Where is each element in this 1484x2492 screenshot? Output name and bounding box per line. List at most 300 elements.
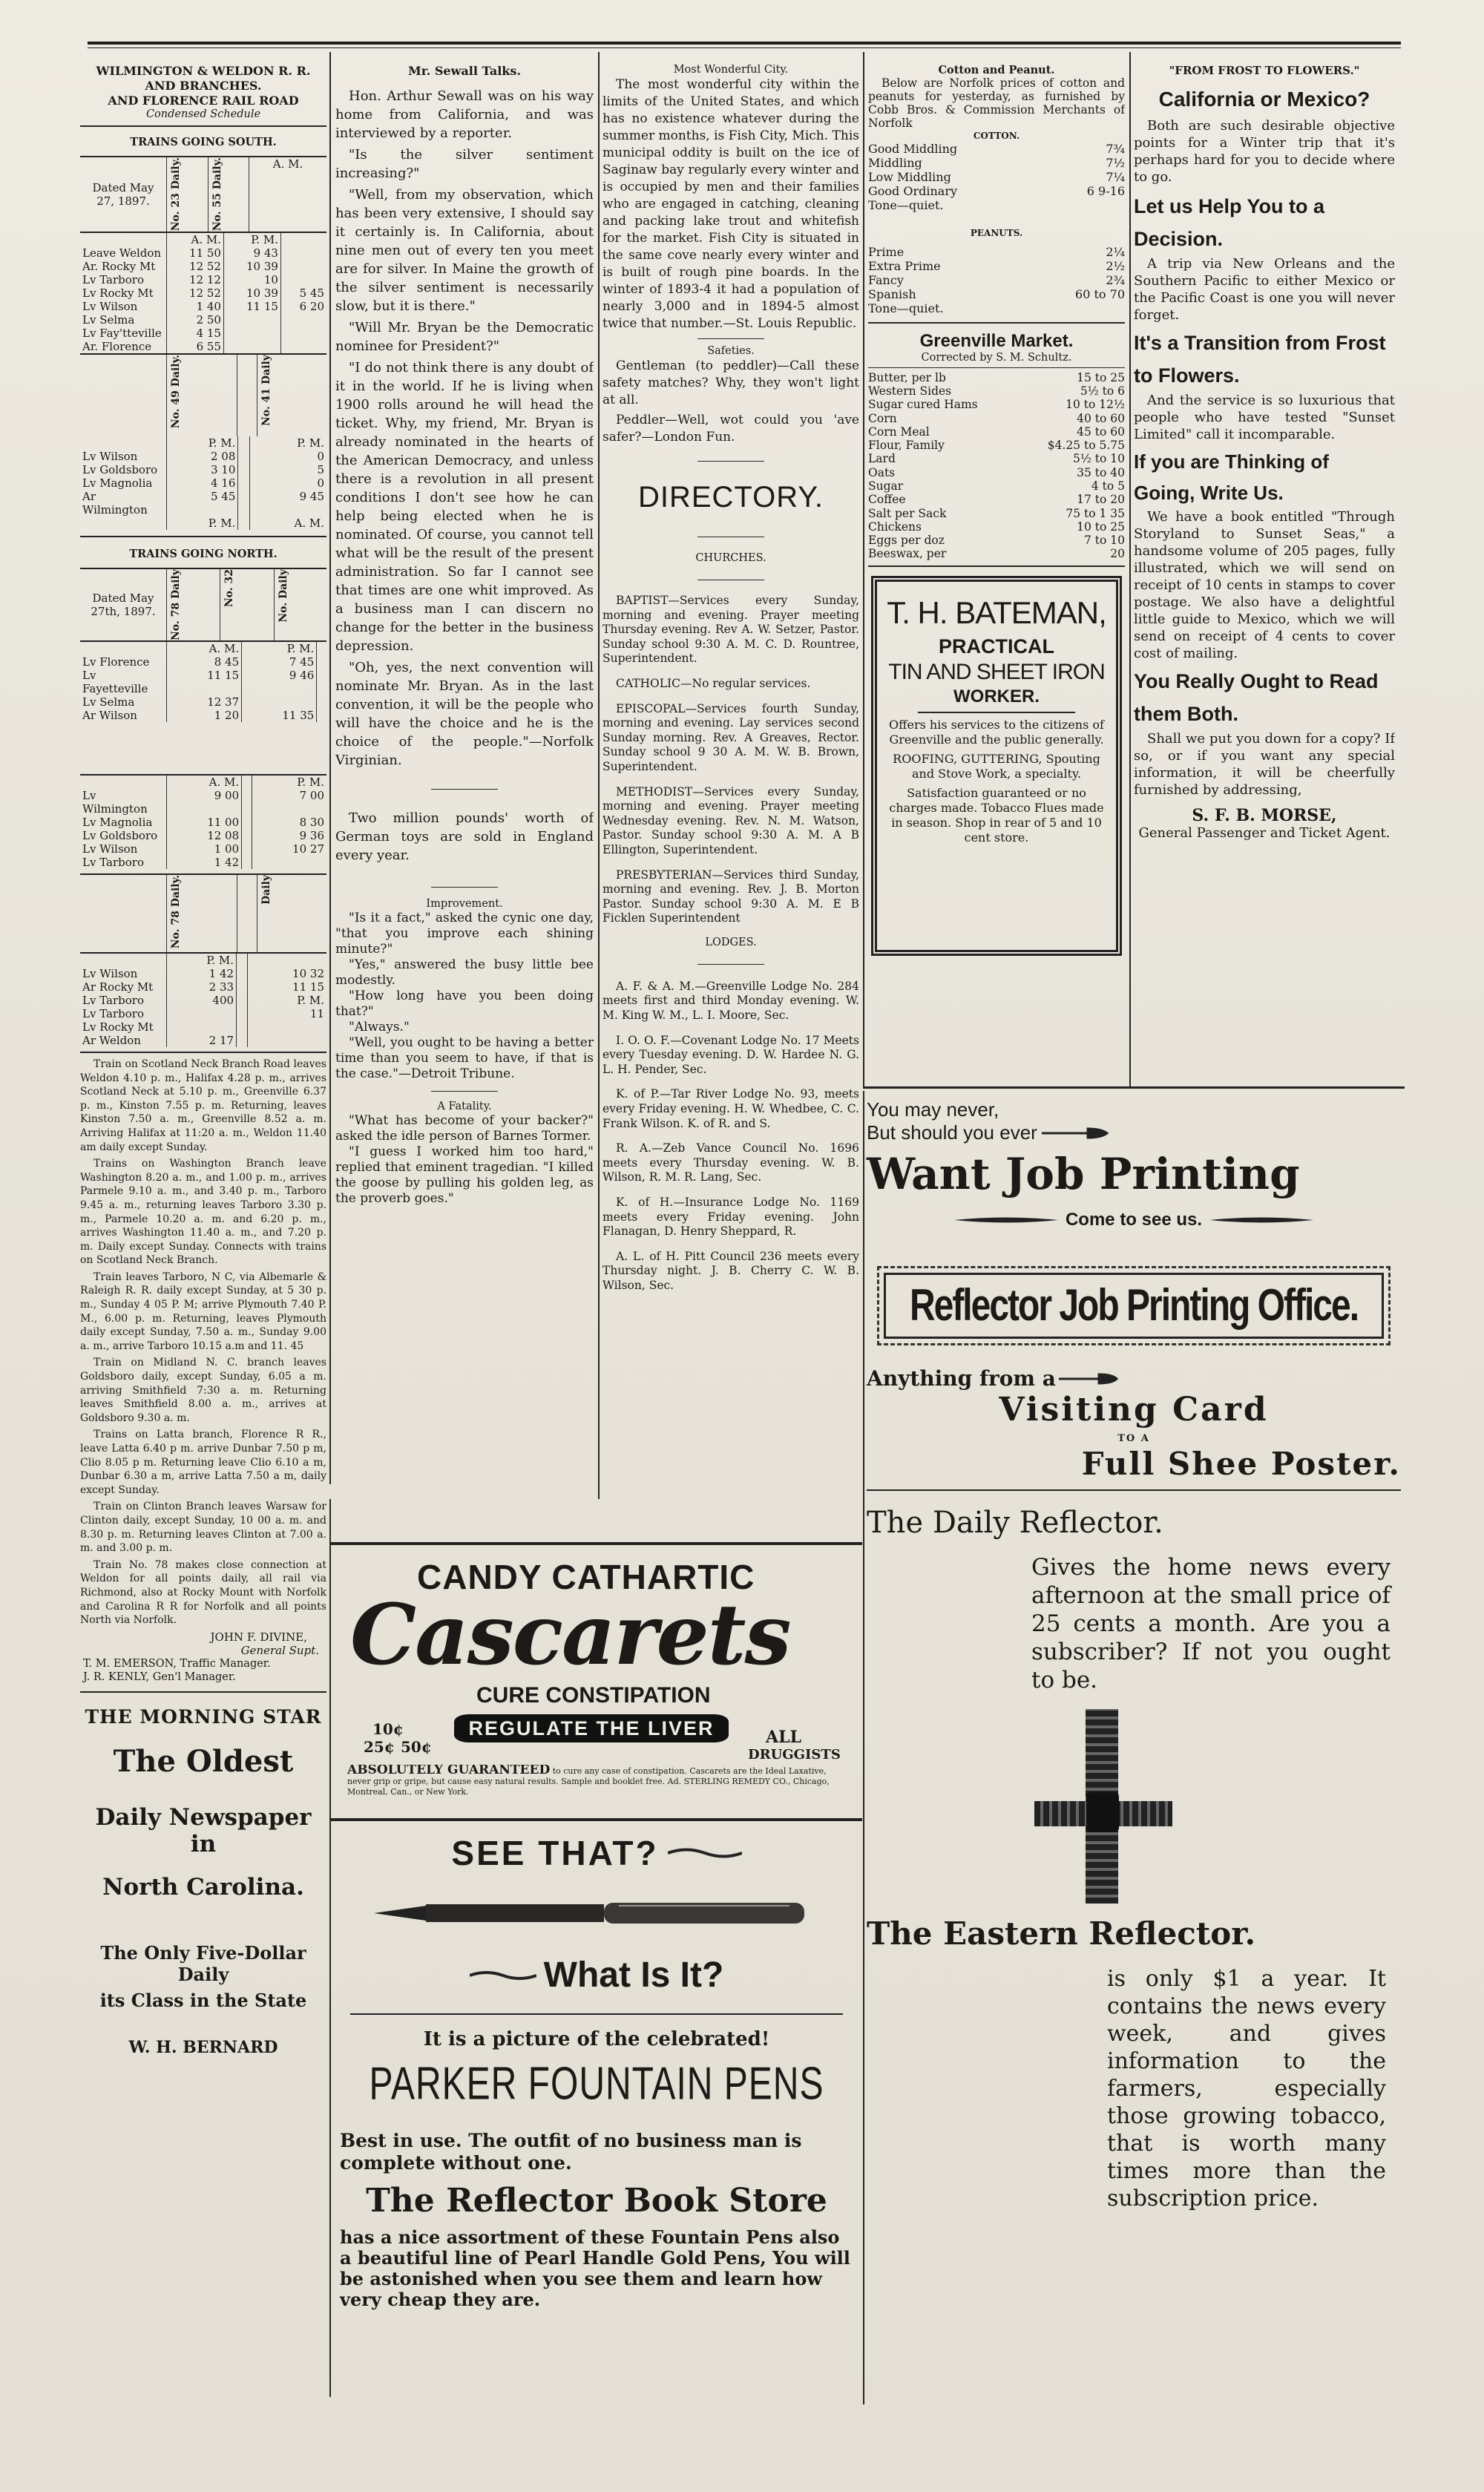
article-paragraph: "Well, you ought to be having a better time than you seem to have, if that is the case."—Detroit Tribune. (335, 1035, 594, 1081)
parker-assortment: has a nice assortment of these Fountain Pens also a beautiful line of Pearl Handle Gold Pens, You will be astonished when you see them and learn how very cheap they are. (340, 2226, 850, 2310)
train-time: 10 (223, 273, 280, 286)
article-paragraph: "Is the silver sentiment increasing?" (335, 147, 594, 181)
price-value: 75 to 1 35 (1066, 506, 1125, 520)
ornament-cross-icon (867, 1709, 1401, 1909)
train-time: 7 45 (242, 655, 317, 669)
train-time (237, 1020, 248, 1034)
price-value: 5½ to 10 (1072, 452, 1125, 466)
north-rows (80, 642, 326, 722)
train-time: 12 52 (167, 286, 224, 300)
price-item: Chickens (868, 519, 922, 534)
article-paragraph: "I guess I worked him too hard," replied that eminent tragedian. "I killed the goose by pulling his golden leg, as the proverb goes." (335, 1144, 594, 1206)
morning-star-daily: Daily Newspaper in (95, 1803, 312, 1857)
article-paragraph: "What has become of your backer?" asked the idle person of Barnes Tormer. (335, 1113, 594, 1144)
price-item: Tone—quiet. (868, 197, 944, 212)
branch-paragraph: Train No. 78 makes close connection at Weldon for all points daily, all rail via Richmond, also at Rocky Mount with Norfolk and Carolina R R for Norfolk and all points North via Norfolk. (80, 1558, 326, 1627)
cascarets-ribbon: REGULATE THE LIVER (454, 1714, 729, 1742)
timetable-row (80, 1034, 326, 1047)
train-time: 9 46 (242, 669, 317, 695)
price-value: 35 to 40 (1077, 465, 1125, 479)
church-entry: BAPTIST—Services every Sunday, morning and evening. Prayer meeting Thursday evening. Rev A. W. Setzer, Pastor. Sunday school 9:30 A. M. C. D. Rountree, Superintendent. (603, 594, 859, 666)
price-value: 10 to 12½ (1066, 398, 1125, 412)
timetable-row (80, 436, 326, 450)
market-prices (868, 371, 1125, 561)
train-time (167, 1020, 237, 1034)
cascarets-ad (343, 1552, 850, 1812)
train-time: 4 15 (167, 327, 224, 340)
branch-paragraph: Trains on Washington Branch leave Washington 8.20 a. m., and 1.00 p. m., arrives Parmele 9.10 a. m., and 3.40 p. m., Tarboro 9.45 a. m., returning leaves Tarboro 3.30 p. m., Parmele 10.20 a. m. and 6.20 p. m., arrives Washington 11.40 a. m., and 7.20 p. m. Daily except Sunday. Connects with trains on Scotland Neck Branch. (80, 1158, 326, 1267)
station-name: Lv Rocky Mt (82, 286, 154, 300)
price-row (868, 185, 1125, 199)
train-time: 12 12 (167, 273, 224, 286)
eastern-title: The Eastern Reflector. (867, 1915, 1256, 1952)
column-rule (598, 52, 600, 1499)
train-time: 0 (249, 476, 326, 490)
price-row (868, 157, 1125, 171)
train-time: P. M. (167, 517, 238, 530)
morning-star-class: its Class in the State (99, 1989, 307, 2011)
timetable-row (80, 517, 326, 530)
train-time (248, 1034, 326, 1047)
california-intro: Both are such desirable objective points for a Winter trip that it's perhaps hard for you to decide where to go. (1134, 118, 1395, 185)
timetable-row (80, 327, 326, 340)
timetable-row (80, 313, 326, 327)
price-item: Beeswax, per (868, 547, 947, 561)
price-row (868, 246, 1125, 260)
price-row (868, 479, 1125, 493)
price-row (868, 425, 1125, 439)
south-col: A. M. (249, 157, 326, 232)
cascarets-candy: CANDY CATHARTIC (417, 1558, 755, 1596)
price-row (868, 520, 1125, 534)
train-time (242, 776, 252, 789)
train-time: 4 16 (167, 476, 238, 490)
train-time (238, 450, 249, 463)
price-value: 7¾ (1106, 142, 1125, 156)
fatality-article (335, 1113, 594, 1207)
price-value: 60 to 70 (1075, 287, 1125, 301)
cascarets-price50: 50¢ (401, 1738, 432, 1756)
train-time (238, 436, 249, 450)
train-time (237, 1034, 248, 1047)
branch-paragraph: Train on Midland N. C. branch leaves Goldsboro daily, except Sunday, 6.05 a m. arriving Smithfield 7:30 a. m. Returning leaves Smithfield 8.00 a. m., arrives at Goldsboro 9.30 a. m. (80, 1357, 326, 1424)
north-rows-3 (80, 954, 326, 1047)
train-time (242, 789, 252, 816)
column-rule (329, 1499, 331, 2397)
timetable-row (80, 273, 326, 286)
price-row (868, 142, 1125, 157)
timetable-row (80, 642, 326, 655)
price-value: 2½ (1106, 259, 1125, 274)
price-row (868, 384, 1125, 398)
station-name: Lv Tarboro (82, 993, 144, 1007)
train-time: 5 45 (167, 490, 238, 517)
train-time: P. M. (252, 776, 326, 789)
train-time (242, 856, 252, 869)
timetable-row (80, 709, 326, 722)
train-time: 10 32 (248, 967, 326, 980)
timetable-row (80, 816, 326, 829)
price-value: 10 to 25 (1077, 519, 1125, 534)
train-time: 11 15 (223, 300, 280, 313)
printing-office: Reflector Job Printing Office. (909, 1281, 1359, 1331)
market-column (868, 64, 1125, 1088)
general-manager: J. R. KENLY, Gen'l Manager. (83, 1670, 236, 1683)
price-item: Sugar (868, 479, 904, 493)
price-row (868, 288, 1125, 302)
train-time (237, 1007, 248, 1020)
train-time (252, 856, 326, 869)
price-item: Spanish (868, 287, 916, 301)
timetable-row (80, 1007, 326, 1020)
train-time: 2 50 (167, 313, 224, 327)
printing-ever: But should you ever (867, 1121, 1037, 1144)
bateman-practical: PRACTICAL (939, 635, 1054, 658)
cascarets-price25: 25¢ (364, 1738, 395, 1756)
california-kicker: "FROM FROST TO FLOWERS." (1169, 64, 1360, 77)
railroad-schedule-note: Condensed Schedule (145, 108, 261, 120)
train-time (248, 954, 326, 967)
station-name: Lv Magnolia (82, 476, 153, 490)
train-time: 7 00 (252, 789, 326, 816)
timetable-row (80, 463, 326, 476)
station-name: Lv Wilson (82, 842, 138, 856)
train-time (223, 340, 280, 353)
train-time: 3 10 (167, 463, 238, 476)
parker-best: Best in use. The outfit of no business man is complete without one. (340, 2130, 802, 2174)
train-time: 1 42 (167, 856, 242, 869)
sewall-column (335, 64, 594, 1474)
price-value: 20 (1110, 547, 1125, 561)
station-name: Lv Wilmington (82, 788, 148, 816)
train-time: 11 50 (167, 246, 224, 260)
safeties-2: Peddler—Well, wot could you 'ave safer?—London Fun. (603, 413, 859, 445)
north-timetable-3 (80, 875, 326, 952)
cascarets-all: ALL (766, 1728, 802, 1747)
ornament-icon (668, 1846, 742, 1860)
train-time (317, 669, 326, 695)
price-item: Good Ordinary (868, 183, 958, 198)
train-time (280, 260, 326, 273)
column-rule (329, 52, 331, 1484)
printing-want: Want Job Printing (867, 1149, 1300, 1199)
trains-north-heading: TRAINS GOING NORTH. (129, 548, 278, 560)
church-entry: EPISCOPAL—Services fourth Sunday, morning and evening. Lay services second Sunday morning. Rev. A Greaves, Rector. Sunday school 9 30 A. M. W. B. Brown, Superintendent. (603, 701, 859, 773)
station-name (80, 436, 167, 450)
price-item: Flour, Family (868, 439, 945, 453)
train-time: 1 42 (167, 967, 237, 980)
price-item: Lard (868, 452, 896, 466)
train-time: 12 52 (167, 260, 224, 273)
price-row (868, 493, 1125, 506)
church-list (603, 594, 859, 926)
train-time (280, 327, 326, 340)
supt-title: General Supt. (240, 1643, 319, 1657)
price-row (868, 452, 1125, 465)
price-row (868, 274, 1125, 288)
train-time: 11 15 (167, 669, 242, 695)
north-col: No. 32 (223, 569, 236, 608)
train-time: 8 30 (252, 816, 326, 829)
south-col2: No. 49 Daily. (170, 355, 182, 429)
price-row (868, 547, 1125, 560)
train-time: 9 00 (167, 789, 242, 816)
train-time (280, 233, 326, 246)
train-time (237, 980, 248, 994)
train-time: 9 36 (252, 829, 326, 842)
section-rule (863, 1086, 1405, 1089)
train-time: P. M. (223, 233, 280, 246)
california-help: Let us Help You to a Decision. (1134, 195, 1325, 250)
north-col3: Daily (260, 874, 273, 905)
train-time (238, 463, 249, 476)
branch-paragraph: Train leaves Tarboro, N C, via Albemarle & Raleigh R. R. daily except Sunday, at 5 30 p. m., Sunday 4 05 P. M; arrive Plymouth 7.40 P. M., 6.00 p. m. Returning, leaves Plymouth daily except Sunday, 7.50 a. m., Sunday 9.00 a. m., arrive Tarboro 10.15 a.m and 11. 45 (80, 1270, 326, 1352)
price-value: 2¾ (1106, 273, 1125, 288)
price-item: Corn (868, 411, 897, 425)
timetable-row (80, 980, 326, 994)
bateman-trade: TIN AND SHEET IRON (888, 659, 1105, 684)
california-agent-name: S. F. B. MORSE, (1192, 806, 1337, 825)
train-time: P. M. (249, 436, 326, 450)
lodge-entry: A. L. of H. Pitt Council 236 meets every Thursday night. J. B. Cherry C. W. B. Wilson, Sec. (603, 1249, 859, 1292)
train-time: P. M. (248, 994, 326, 1007)
train-time (317, 695, 326, 709)
column-rule (863, 1091, 864, 2404)
train-time: 11 00 (167, 816, 242, 829)
price-value: 6 9-16 (1086, 183, 1125, 198)
daily-text: Gives the home news every afternoon at the small price of 25 cents a month. Are you a subscriber? If not you ought to be. (1031, 1554, 1391, 1693)
price-row (868, 302, 1125, 316)
train-time (238, 476, 249, 490)
train-time (280, 340, 326, 353)
station-name (80, 954, 167, 967)
morning-star-five: The Only Five-Dollar Daily (100, 1941, 306, 1985)
california-both: You Really Ought to Read them Both. (1134, 670, 1379, 725)
parker-what: What Is It? (543, 1955, 724, 1995)
improvement-title: Improvement. (426, 898, 503, 910)
price-row (868, 371, 1125, 384)
column-rule (1129, 52, 1131, 1087)
train-time (223, 313, 280, 327)
improvement-article (335, 911, 594, 1082)
station-name: Lv Selma (82, 313, 135, 327)
train-time: 5 (249, 463, 326, 476)
price-row (868, 260, 1125, 274)
california-title: California or Mexico? (1158, 88, 1370, 111)
morning-star-title: THE MORNING STAR (85, 1705, 322, 1728)
timetable-row (80, 967, 326, 980)
cascarets-fine-print: to cure any case of constipation. Cascarets are the Ideal Laxative, never grip or gripe, but cause easy natural results. Sample and booklet free. Ad. STERLING REMEDY CO., Chicago, Montreal, Can., or New York. (347, 1766, 830, 1797)
train-time (280, 313, 326, 327)
column-rule (863, 52, 864, 1087)
train-time (248, 1020, 326, 1034)
train-time: 12 08 (167, 829, 242, 842)
train-time (280, 246, 326, 260)
timetable-row (80, 340, 326, 353)
lodge-list (603, 980, 859, 1293)
train-time: 6 55 (167, 340, 224, 353)
california-going: If you are Thinking of Going, Write Us. (1134, 450, 1329, 504)
train-time (237, 954, 248, 967)
bateman-guarantee: Satisfaction guaranteed or no charges made. Tobacco Flues made in season. Shop in rear of 5 and 10 cent store. (889, 785, 1104, 845)
timetable-row (80, 1020, 326, 1034)
north-col3: No. 78 Daily. (170, 874, 182, 949)
price-row (868, 534, 1125, 547)
price-item: Low Middling (868, 169, 951, 184)
hand-pointer-icon (1059, 1373, 1118, 1385)
parker-pens: PARKER FOUNTAIN PENS (369, 2059, 824, 2110)
station-name: Lv Wilson (82, 966, 138, 980)
california-book: We have a book entitled "Through Storyland to Sunset Seas," a handsome volume of 205 pages, fully illustrated, which we will send on receipt of 10 cents in stamps to cover postage. We also have a delightful little guide to Mexico, which we will send on receipt of 4 cents to cover cost of mailing. (1134, 509, 1395, 661)
sewall-article (335, 87, 594, 770)
price-item: Salt per Sack (868, 506, 947, 520)
train-time: 5 45 (280, 286, 326, 300)
morning-star-oldest: The Oldest (113, 1743, 294, 1779)
section-rule (331, 1542, 862, 1545)
station-name: Lv Tarboro (82, 855, 144, 869)
parker-picture: It is a picture of the celebrated! (423, 2028, 770, 2050)
train-time (238, 517, 249, 530)
station-name: Lv Goldsboro (82, 828, 158, 842)
station-name (80, 517, 167, 530)
train-time: 1 20 (167, 709, 242, 722)
safeties-title: Safeties. (707, 345, 755, 357)
north-col: No. 78 Daily (170, 569, 182, 640)
train-time: 2 17 (167, 1034, 237, 1047)
station-name: Lv Tarboro (82, 1006, 144, 1020)
article-paragraph: "Yes," answered the busy little bee modestly. (335, 957, 594, 988)
station-name: Lv Fayetteville (82, 668, 148, 695)
train-time: 9 43 (223, 246, 280, 260)
top-rule-thin (88, 47, 1401, 48)
daily-title: The Daily Reflector. (867, 1506, 1163, 1540)
railroad-subtitle: AND BRANCHES. (145, 79, 262, 93)
cotton-intro: Below are Norfolk prices of cotton and peanuts for yesterday, as furnished by Cobb Bros. & Commission Merchants of Norfolk (868, 76, 1125, 130)
peanut-heading: PEANUTS. (970, 228, 1023, 239)
train-time (317, 642, 326, 655)
cascarets-cure: CURE CONSTIPATION (476, 1683, 711, 1708)
article-paragraph: Hon. Arthur Sewall was on his way home from California, and was interviewed by a reporter. (335, 88, 594, 141)
train-time (223, 327, 280, 340)
sewall-title: Mr. Sewall Talks. (408, 64, 521, 78)
price-value: 7¼ (1106, 169, 1125, 184)
timetable-row (80, 842, 326, 856)
price-value: 4 to 5 (1091, 479, 1125, 493)
cotton-prices (868, 142, 1125, 212)
cascarets-brand: Cascarets (350, 1587, 790, 1684)
reflector-ads (867, 1098, 1401, 2404)
price-item: Oats (868, 465, 896, 479)
lodge-entry: A. F. & A. M.—Greenville Lodge No. 284 meets first and third Monday evening. W. M. King W. M., L. I. Moore, Sec. (603, 979, 859, 1023)
california-service: And the service is so luxurious that people who have tested "Sunset Limited" call it incomparable. (1134, 393, 1395, 442)
bateman-ad (871, 576, 1122, 956)
station-name: Lv Florence (82, 655, 150, 669)
train-time: A. M. (249, 517, 326, 530)
train-time (242, 695, 317, 709)
lodge-entry: I. O. O. F.—Covenant Lodge No. 17 Meets every Tuesday evening. D. W. Hardee N. G. L. H. Pender, Sec. (603, 1033, 859, 1076)
railroad-column (80, 64, 326, 2424)
price-item: Middling (868, 155, 922, 170)
cotton-heading: COTTON. (973, 131, 1020, 141)
parker-ad (335, 1827, 858, 2406)
timetable-row (80, 490, 326, 517)
timetable-row (80, 300, 326, 313)
price-row (868, 466, 1125, 479)
morning-star-ad (80, 1706, 326, 2057)
ornament-rule-right-icon (1209, 1215, 1313, 1225)
north-timetable (80, 569, 326, 640)
price-value: 17 to 20 (1077, 493, 1125, 507)
station-name: Lv Goldsboro (82, 463, 158, 476)
bateman-worker: WORKER. (953, 686, 1040, 706)
directory-title: DIRECTORY. (637, 481, 824, 514)
train-time: 11 35 (242, 709, 317, 722)
train-time: 0 (249, 450, 326, 463)
church-entry: METHODIST—Services every Sunday, morning and evening. Prayer meeting Wednesday evening. Rev. N. M. Watson, Pastor. Sunday school 9:30 A. M. A B Ellington, Superintendent. (603, 784, 859, 856)
directory-column (603, 64, 859, 1474)
train-time: 12 37 (167, 695, 242, 709)
timetable-row (80, 669, 326, 695)
ornament-icon (470, 1970, 536, 1981)
printing-poster: Full Shee Poster. (1081, 1446, 1401, 1482)
price-row (868, 412, 1125, 425)
fatality-title: A Fatality. (437, 1101, 492, 1112)
timetable-row (80, 260, 326, 273)
california-agent-title: General Passenger and Ticket Agent. (1138, 825, 1391, 841)
station-name: Leave Weldon (82, 246, 162, 260)
train-time: 8 45 (167, 655, 242, 669)
price-item: Prime (868, 245, 904, 260)
timetable-row (80, 829, 326, 842)
price-item: Eggs per doz (868, 534, 945, 548)
train-time (317, 709, 326, 722)
california-transition: It's a Transition from Frost to Flowers. (1134, 332, 1386, 387)
train-time: 11 (248, 1007, 326, 1020)
supt-signature: JOHN F. DIVINE, (210, 1630, 307, 1644)
station-name: Lv Magnolia (82, 815, 153, 829)
toys-item: Two million pounds' worth of German toys are sold in England every year. (335, 810, 594, 863)
south-col: No. 55 Daily. (211, 157, 223, 232)
cascarets-price10: 10¢ (372, 1720, 404, 1738)
station-name (80, 642, 167, 655)
price-value: 7½ (1106, 155, 1125, 170)
timetable-row (80, 246, 326, 260)
north-dated: Dated May 27th, 1897. (91, 591, 156, 618)
train-time: A. M. (167, 642, 242, 655)
price-item: Tone—quiet. (868, 301, 944, 315)
church-entry: PRESBYTERIAN—Services third Sunday, morning and evening. Rev. J. B. Morton Pastor. Sunday school 9:30 A. M. E B Ficklen Superintendent (603, 868, 859, 925)
eastern-text: is only $1 a year. It contains the news every week, and gives information to the farmers, especially those growing tobacco, that is worth many times more than the subscription price. (1107, 1966, 1386, 2211)
station-name: Ar Rocky Mt (82, 980, 154, 994)
train-time: 10 39 (223, 260, 280, 273)
california-trip: A trip via New Orleans and the Southern Pacific to either Mexico or the Pacific Coast is one you will never forget. (1134, 256, 1395, 323)
cotton-title: Cotton and Peanut. (938, 64, 1055, 76)
train-time (167, 1007, 237, 1020)
station-name: Ar. Rocky Mt (82, 260, 156, 273)
train-time: 10 39 (223, 286, 280, 300)
timetable-row (80, 789, 326, 816)
trains-south-heading: TRAINS GOING SOUTH. (130, 136, 277, 148)
fishcity-title: Most Wonderful City. (673, 64, 789, 76)
article-paragraph: "Well, from my observation, which has been very extensive, I should say it certainly is. In California, about nine men out of every ten you meet are for silver. In Maine the growth of the silver sentiment is necessarily slow, but it is there." (335, 187, 594, 314)
train-time: 400 (167, 994, 237, 1007)
printing-come: Come to see us. (1065, 1210, 1203, 1230)
station-name: Lv Rocky Mt (82, 1020, 154, 1034)
market-correction: Corrected by S. M. Schultz. (921, 351, 1072, 364)
lodges-heading: LODGES. (705, 936, 757, 948)
lodge-entry: K. of P.—Tar River Lodge No. 93, meets every Friday evening. H. W. Whedbee, C. C. Frank Wilson. K. of R. and S. (603, 1087, 859, 1130)
south-dated: Dated May 27, 1897. (92, 181, 154, 208)
